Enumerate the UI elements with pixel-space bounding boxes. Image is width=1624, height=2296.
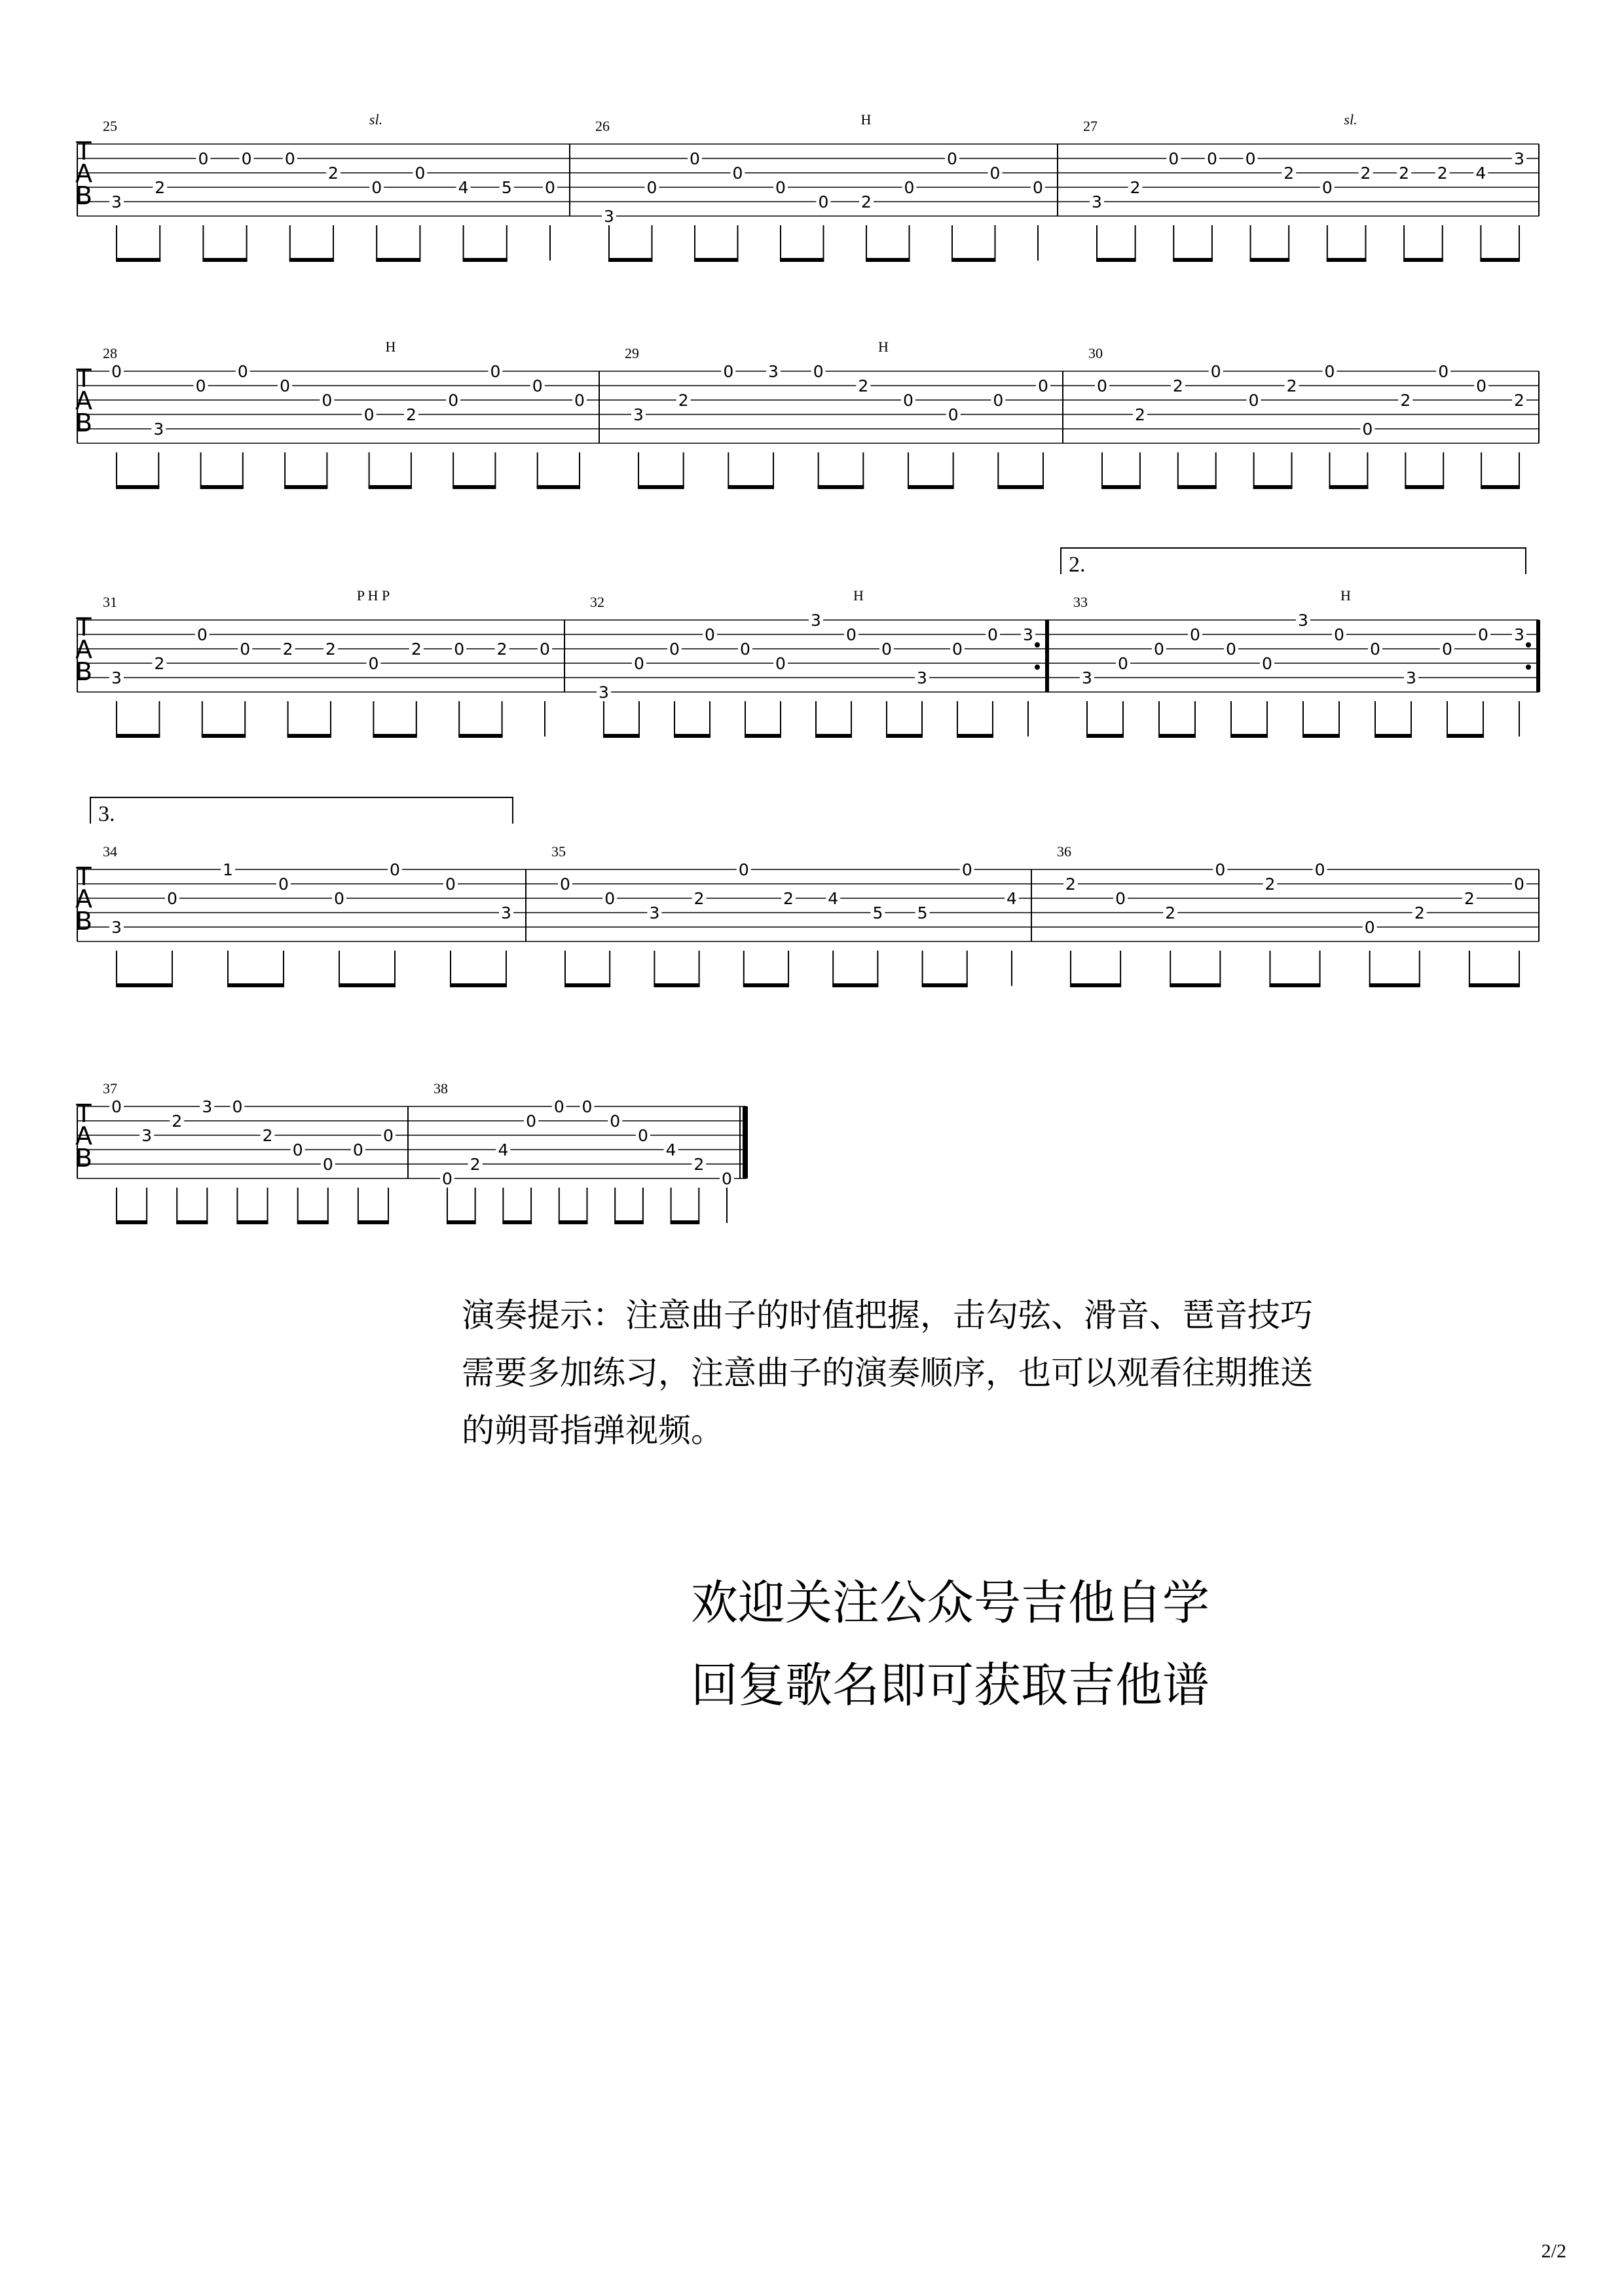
beam	[608, 258, 653, 262]
beam	[463, 258, 507, 262]
beam	[339, 983, 396, 987]
fret-number: 0	[690, 149, 700, 168]
technique-mark: sl.	[1344, 111, 1357, 128]
notes-line: 演奏提示：注意曲子的时值把握，击勾弦、滑音、琶音技巧	[462, 1296, 1313, 1334]
fret-number: 2	[262, 1126, 273, 1145]
fret-number: 0	[947, 149, 957, 168]
fret-number: 0	[368, 654, 379, 673]
fret-number: 0	[1514, 875, 1524, 894]
measure-number: 25	[103, 118, 117, 134]
fret-number: 2	[496, 640, 507, 659]
fret-number: 2	[1264, 875, 1276, 894]
fret-number: 0	[775, 178, 786, 197]
fret-number: 3	[1023, 625, 1033, 644]
measure-number: 30	[1088, 345, 1103, 361]
repeat-dot	[1526, 642, 1531, 647]
tab-clef-letter: T	[76, 137, 92, 166]
fret-number: 5	[501, 178, 512, 197]
measure-number: 32	[590, 594, 604, 610]
fret-number: 2	[858, 376, 869, 395]
technique-mark: H	[1340, 587, 1351, 604]
fret-number: 0	[989, 164, 1001, 183]
tab-clef-letter: A	[75, 386, 92, 415]
beam	[866, 258, 910, 262]
beam	[1177, 485, 1217, 489]
beam	[908, 485, 954, 489]
fret-number: 4	[498, 1140, 509, 1159]
fret-number: 3	[153, 420, 164, 439]
beam	[358, 1220, 389, 1224]
fret-number: 2	[1286, 376, 1297, 395]
fret-number: 0	[581, 1097, 593, 1116]
fret-number: 0	[1262, 654, 1272, 673]
measure-number: 37	[103, 1080, 117, 1097]
repeat-dot	[1035, 665, 1040, 670]
fret-number: 3	[1092, 192, 1102, 211]
fret-number: 3	[111, 668, 122, 687]
measure-number: 34	[103, 843, 117, 860]
fret-number: 0	[705, 625, 715, 644]
fret-number: 0	[383, 1126, 394, 1145]
beam	[1158, 734, 1196, 738]
fret-number: 4	[1475, 164, 1486, 183]
fret-number: 2	[1400, 391, 1411, 410]
fret-number: 3	[633, 405, 644, 424]
fret-number: 0	[732, 164, 743, 183]
fret-number: 0	[904, 178, 915, 197]
beam	[287, 734, 331, 738]
fret-number: 2	[678, 391, 689, 410]
beam	[1173, 258, 1213, 262]
beam	[1302, 734, 1340, 738]
fret-number: 0	[1097, 376, 1107, 395]
tab-clef-letter: T	[76, 364, 92, 393]
notes-line: 的朔哥指弹视频。	[462, 1412, 724, 1449]
fret-number: 0	[1314, 860, 1325, 879]
fret-number: 0	[637, 1126, 648, 1145]
fret-number: 2	[1360, 164, 1371, 183]
fret-number: 0	[646, 178, 657, 197]
technique-mark: H	[853, 587, 864, 604]
fret-number: 0	[111, 362, 122, 381]
fret-number: 0	[740, 640, 750, 659]
fret-number: 0	[240, 640, 251, 659]
beam	[951, 258, 996, 262]
beam	[1369, 983, 1420, 987]
fret-number: 3	[649, 903, 660, 922]
measure-number: 35	[551, 843, 566, 860]
beam	[116, 734, 160, 738]
technique-mark: H	[860, 111, 872, 128]
fret-number: 2	[1514, 391, 1524, 410]
fret-number: 0	[198, 149, 209, 168]
fret-number: 0	[1190, 625, 1200, 644]
beam	[603, 734, 640, 738]
beam	[502, 1220, 532, 1224]
beam	[1070, 983, 1121, 987]
tab-clef-letter: A	[75, 159, 92, 188]
fret-number: 3	[202, 1097, 213, 1116]
fret-number: 0	[1248, 391, 1259, 410]
beam	[537, 485, 580, 489]
repeat-dot	[1526, 665, 1531, 670]
tab-clef-letter: A	[75, 1121, 92, 1150]
fret-number: 0	[284, 149, 295, 168]
fret-number: 0	[1321, 178, 1333, 197]
beam	[116, 485, 159, 489]
fret-number: 0	[560, 875, 570, 894]
fret-number: 2	[1437, 164, 1448, 183]
beam	[1170, 983, 1221, 987]
tab-clef-letter: A	[75, 635, 92, 664]
beam	[452, 485, 496, 489]
beam	[1469, 983, 1520, 987]
beam	[728, 485, 774, 489]
fret-number: 0	[390, 860, 400, 879]
measure-number: 36	[1057, 843, 1071, 860]
page-number: 2/2	[1541, 2240, 1566, 2262]
beam	[1481, 485, 1520, 489]
tab-clef-letter: T	[76, 613, 92, 642]
fret-number: 0	[818, 192, 829, 211]
volta-bracket	[90, 797, 513, 824]
fret-number: 3	[811, 611, 821, 630]
fret-number: 0	[1364, 918, 1375, 937]
promo-text	[691, 1561, 1346, 1726]
fret-number: 2	[1172, 376, 1183, 395]
tab-clef-letter: A	[75, 884, 92, 913]
beam	[373, 734, 416, 738]
fret-number: 0	[196, 625, 208, 644]
repeat-barline	[1045, 620, 1049, 692]
beam	[297, 1220, 329, 1224]
measure-number: 27	[1083, 118, 1098, 134]
notes-line: 需要多加练习，注意曲子的演奏顺序，也可以观看往期推送	[462, 1354, 1313, 1392]
beam	[1403, 258, 1443, 262]
beam	[743, 983, 789, 987]
fret-number: 3	[604, 207, 614, 226]
fret-number: 2	[470, 1155, 481, 1174]
fret-number: 0	[415, 164, 426, 183]
tab-clef-letter: T	[76, 1099, 92, 1128]
fret-number: 0	[1478, 625, 1488, 644]
fret-number: 3	[111, 918, 122, 937]
fret-number: 0	[545, 178, 555, 197]
beam	[815, 734, 852, 738]
fret-number: 0	[322, 1155, 333, 1174]
fret-number: 0	[334, 889, 344, 908]
tab-clef-letter: B	[75, 181, 93, 210]
beam	[1253, 485, 1293, 489]
fret-number: 0	[1370, 640, 1380, 659]
fret-number: 4	[828, 889, 839, 908]
beam	[559, 1220, 588, 1224]
fret-number: 3	[1406, 668, 1416, 687]
fret-number: 0	[1168, 149, 1179, 168]
fret-number: 0	[232, 1097, 243, 1116]
fret-number: 0	[987, 625, 998, 644]
fret-number: 2	[1165, 903, 1176, 922]
beam	[818, 485, 864, 489]
fret-number: 0	[532, 376, 543, 395]
fret-number: 3	[599, 683, 609, 702]
fret-number: 0	[526, 1112, 537, 1131]
beam	[1250, 258, 1290, 262]
fret-number: 2	[861, 192, 872, 211]
fret-number: 0	[722, 1169, 732, 1188]
promo-line: 回复歌名即可获取吉他谱	[691, 1658, 1210, 1713]
beam	[450, 983, 507, 987]
fret-number: 0	[634, 654, 644, 673]
fret-number: 4	[458, 178, 469, 197]
beam	[176, 1220, 208, 1224]
fret-number: 0	[1226, 640, 1236, 659]
fret-number: 2	[328, 164, 339, 183]
beam	[116, 258, 160, 262]
fret-number: 0	[1476, 376, 1487, 395]
beam	[1327, 258, 1367, 262]
fret-number: 0	[363, 405, 375, 424]
fret-number: 0	[1154, 640, 1164, 659]
beam	[1375, 734, 1412, 738]
repeat-dot	[1035, 642, 1040, 647]
beam	[202, 734, 246, 738]
measure-number: 29	[625, 345, 639, 361]
fret-number: 0	[292, 1140, 303, 1159]
fret-number: 2	[325, 640, 336, 659]
fret-number: 0	[881, 640, 892, 659]
fret-number: 3	[1082, 668, 1092, 687]
measure-number: 31	[103, 594, 117, 610]
beam	[1447, 734, 1484, 738]
fret-number: 0	[167, 889, 177, 908]
fret-number: 0	[1334, 625, 1344, 644]
beam	[369, 485, 412, 489]
fret-number: 0	[241, 149, 252, 168]
fret-number: 0	[610, 1112, 621, 1131]
final-barline	[743, 1106, 748, 1178]
fret-number: 3	[141, 1126, 153, 1145]
fret-number: 2	[693, 889, 705, 908]
tab-clef-letter: B	[75, 907, 93, 936]
fret-number: 5	[917, 903, 928, 922]
fret-number: 0	[738, 860, 749, 879]
fret-number: 3	[917, 668, 927, 687]
fret-number: 0	[553, 1097, 564, 1116]
beam	[886, 734, 923, 738]
fret-number: 2	[693, 1155, 705, 1174]
beam	[1480, 258, 1520, 262]
fret-number: 0	[352, 1140, 363, 1159]
beam	[227, 983, 284, 987]
fret-number: 0	[490, 362, 501, 381]
fret-number: 0	[948, 405, 959, 424]
beam	[289, 258, 334, 262]
beam	[236, 1220, 268, 1224]
beam	[564, 983, 610, 987]
fret-number: 2	[405, 405, 416, 424]
beam	[1230, 734, 1268, 738]
fret-number: 3	[111, 192, 122, 211]
tab-clef-letter: B	[75, 657, 93, 686]
beam	[447, 1220, 476, 1224]
fret-number: 5	[872, 903, 883, 922]
fret-number: 0	[322, 391, 333, 410]
beam	[1269, 983, 1320, 987]
fret-number: 0	[448, 391, 459, 410]
fret-number: 0	[371, 178, 382, 197]
fret-number: 2	[1134, 405, 1145, 424]
fret-number: 0	[1033, 178, 1043, 197]
fret-number: 0	[454, 640, 465, 659]
beam	[116, 983, 173, 987]
fret-number: 0	[1324, 362, 1335, 381]
fret-number: 2	[154, 654, 165, 673]
volta-label: 2.	[1069, 553, 1086, 577]
beam	[1096, 258, 1136, 262]
fret-number: 0	[669, 640, 680, 659]
fret-number: 0	[237, 362, 248, 381]
fret-number: 3	[501, 903, 511, 922]
fret-number: 0	[604, 889, 616, 908]
fret-number: 0	[1118, 654, 1128, 673]
fret-number: 0	[540, 640, 550, 659]
fret-number: 0	[775, 654, 786, 673]
fret-number: 0	[903, 391, 913, 410]
fret-number: 3	[1514, 149, 1524, 168]
tab-clef-letter: T	[76, 862, 92, 891]
fret-number: 2	[1130, 178, 1141, 197]
beam	[674, 734, 710, 738]
fret-number: 0	[846, 625, 857, 644]
beam	[458, 734, 502, 738]
fret-number: 2	[1414, 903, 1425, 922]
fret-number: 3	[1514, 625, 1524, 644]
fret-number: 4	[665, 1140, 676, 1159]
fret-number: 2	[1399, 164, 1410, 183]
fret-number: 0	[1442, 640, 1452, 659]
fret-number: 3	[768, 362, 779, 381]
promo-line: 欢迎关注公众号吉他自学	[691, 1575, 1210, 1630]
fret-number: 0	[111, 1097, 122, 1116]
fret-number: 2	[1065, 875, 1076, 894]
fret-number: 0	[1215, 860, 1226, 879]
fret-number: 2	[1464, 889, 1475, 908]
fret-number: 0	[993, 391, 1004, 410]
beam	[997, 485, 1044, 489]
fret-number: 0	[280, 376, 291, 395]
fret-number: 0	[445, 875, 456, 894]
fret-number: 0	[952, 640, 963, 659]
fret-number: 0	[961, 860, 972, 879]
beam	[614, 1220, 644, 1224]
beam	[202, 258, 247, 262]
fret-number: 0	[1245, 149, 1256, 168]
fret-number: 0	[1206, 149, 1217, 168]
fret-number: 1	[223, 860, 233, 879]
beam	[745, 734, 781, 738]
beam	[1086, 734, 1124, 738]
volta-bracket	[1061, 548, 1526, 574]
fret-number: 2	[411, 640, 422, 659]
measure-number: 28	[103, 345, 117, 361]
fret-number: 3	[1298, 611, 1308, 630]
beam	[654, 983, 699, 987]
performance-notes	[462, 1286, 1509, 1459]
beam	[1405, 485, 1444, 489]
fret-number: 0	[1115, 889, 1126, 908]
technique-mark: P H P	[356, 587, 390, 604]
fret-number: 0	[1438, 362, 1449, 381]
beam	[780, 258, 824, 262]
beam	[1101, 485, 1141, 489]
beam	[200, 485, 244, 489]
beam	[957, 734, 993, 738]
volta-label: 3.	[98, 802, 115, 826]
fret-number: 0	[1210, 362, 1221, 381]
technique-mark: H	[385, 338, 396, 355]
technique-mark: sl.	[369, 111, 383, 128]
measure-number: 38	[434, 1080, 448, 1097]
measure-number: 33	[1073, 594, 1088, 610]
fret-number: 0	[723, 362, 734, 381]
repeat-barline	[1536, 620, 1540, 692]
fret-number: 2	[172, 1112, 183, 1131]
measure-number: 26	[595, 118, 610, 134]
beam	[1329, 485, 1368, 489]
fret-number: 0	[813, 362, 824, 381]
tab-clef-letter: B	[75, 409, 93, 437]
fret-number: 0	[574, 391, 585, 410]
beam	[376, 258, 420, 262]
fret-number: 0	[442, 1169, 452, 1188]
beam	[671, 1220, 700, 1224]
fret-number: 0	[278, 875, 289, 894]
beam	[694, 258, 739, 262]
tab-clef-letter: B	[75, 1144, 93, 1173]
fret-number: 0	[195, 376, 206, 395]
fret-number: 2	[155, 178, 166, 197]
beam	[116, 1220, 147, 1224]
beam	[284, 485, 327, 489]
fret-number: 2	[1283, 164, 1295, 183]
technique-mark: H	[878, 338, 889, 355]
fret-number: 4	[1006, 889, 1017, 908]
beam	[922, 983, 968, 987]
fret-number: 0	[1038, 376, 1048, 395]
fret-number: 0	[1362, 420, 1373, 439]
fret-number: 2	[282, 640, 293, 659]
fret-number: 2	[783, 889, 794, 908]
beam	[832, 983, 878, 987]
beam	[638, 485, 684, 489]
